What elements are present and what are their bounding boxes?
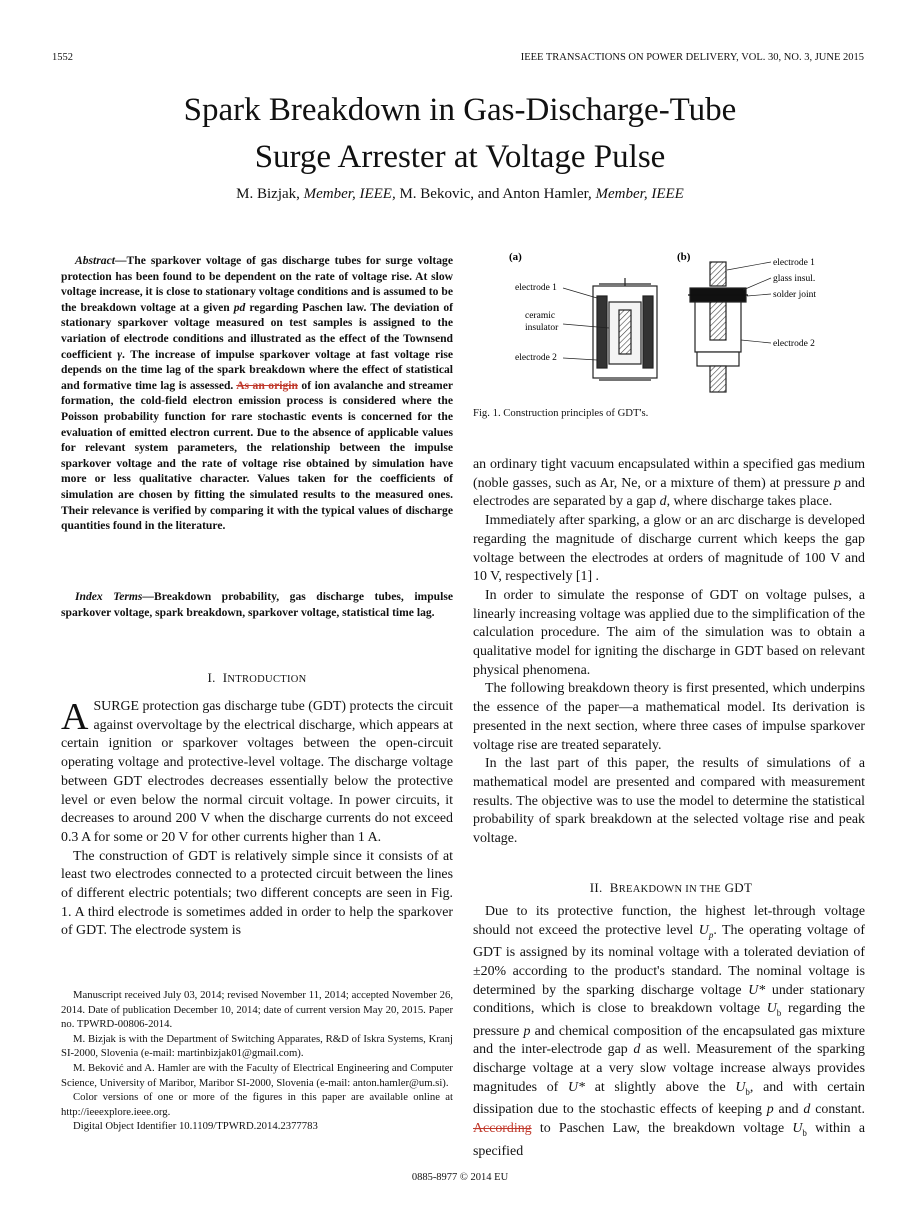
section-2-text xyxy=(473,903,865,1161)
symbol-ub-sub: b xyxy=(776,1008,782,1019)
symbol-ub2: U xyxy=(735,1079,746,1095)
symbol-ub3: U xyxy=(792,1121,803,1137)
page-footer: 0885-8977 © 2014 EU xyxy=(411,1172,509,1183)
right-column-text xyxy=(473,456,865,849)
section-heading-introduction xyxy=(61,670,453,686)
fig-b-electrode1: electrode 1 xyxy=(773,258,815,268)
footnote: Digital Object Identifier 10.1109/TPWRD.2014.2377783 xyxy=(73,1120,318,1133)
s2-t8: , and with certain dissipation due to the stochastic effects of keeping xyxy=(473,1079,865,1118)
symbol-p2: p xyxy=(523,1023,531,1039)
paper-title-line-2: Surge Arrester at Voltage Pulse xyxy=(254,139,666,175)
index-terms-text: Breakdown probability, gas discharge tubes, impulse sparkover voltage, spark breakdown, sparkover voltage, statistical time lag. xyxy=(61,590,453,619)
symbol-ustar: U* xyxy=(748,982,766,998)
abstract xyxy=(61,253,453,534)
author-1: M. Bizjak, xyxy=(236,186,300,202)
abstract-struck-text: As an origin xyxy=(236,378,298,392)
footnote: M. Bizjak is with the Department of Switching Apparates, R&D of Iskra Systems, Kranj SI-2000, Slovenia (e-mail: martinbizjak01@gmail.com). xyxy=(61,1032,453,1060)
fig-a-electrode2: electrode 2 xyxy=(515,353,557,363)
footnote: M. Beković and A. Hamler are with the Faculty of Electrical Engineering and Computer Science, University of Maribor, Maribor SI-2000, Slovenia (e-mail: anton.hamler@um.si). xyxy=(61,1061,453,1089)
right-paragraph-5: In the last part of this paper, the results of simulations of a mathematical model are presented and compared with measurement results. The objective was to use the model to determine the statistical probability of spark breakdown at the selected voltage rise and peak voltage. xyxy=(473,756,865,847)
intro-paragraph-2: The construction of GDT is relatively simple since it consists of at least two electrodes connected to a protected circuit between the lines of different electric potentials; two different concepts are seen in Fig. 1. A third electrode is sometimes added in order to help the sparkover of GDT. The electrode system is xyxy=(61,848,453,939)
s2-t9: and xyxy=(773,1102,804,1118)
section-2-paragraph-1 xyxy=(473,903,865,1161)
symbol-d2: d xyxy=(633,1042,641,1058)
abstract-pd: pd xyxy=(233,300,246,314)
fig-b-solder: solder joint xyxy=(773,290,817,300)
abstract-label: Abstract— xyxy=(75,254,127,267)
symbol-up-sub: p xyxy=(708,929,714,940)
gdt-b-drawing xyxy=(688,262,748,392)
s2-t7: at slightly above the xyxy=(585,1079,736,1095)
right-paragraph-1 xyxy=(473,456,865,512)
symbol-ub3-sub: b xyxy=(802,1127,807,1138)
section-1-initial: I xyxy=(222,670,228,685)
paper-title-line-1: Spark Breakdown in Gas-Discharge-Tube xyxy=(183,92,737,128)
fig-label-b: (b) xyxy=(677,251,691,263)
fig-a-electrode1: electrode 1 xyxy=(515,283,557,293)
rp1-a: an ordinary tight vacuum encapsulated within a specified gas medium (noble gasses, such as Ar, Ne, or a mixture of them) at pressure xyxy=(473,457,865,491)
section-2-rest: REAKDOWN IN THE xyxy=(618,884,721,895)
s2-t4: regarding the pressure xyxy=(473,1001,865,1039)
s2-t12: within a specified xyxy=(473,1121,865,1159)
fig-label-a: (a) xyxy=(509,251,522,263)
drop-cap: A xyxy=(61,696,89,738)
symbol-ub2-sub: b xyxy=(745,1086,750,1097)
section-2-initial: B xyxy=(609,880,619,895)
section-1-rest: NTRODUCTION xyxy=(227,674,307,685)
symbol-d3: d xyxy=(803,1102,811,1118)
figure-1-caption: Fig. 1. Construction principles of GDT's. xyxy=(473,407,649,419)
author-3-role: Member, IEEE xyxy=(595,186,684,202)
right-paragraph-4: The following breakdown theory is first presented, which underpins the essence of the paper—a mathematical model. Its derivation is presented in the next section, where three cases of impulse sparkover voltage rise are treated separately. xyxy=(473,681,865,753)
abstract-text-2: regarding Paschen law. The deviation of stationary sparkover voltage measured on test samples is assigned to the variation of electrode conditions and illustrated as the effect of the Townsend coefficient xyxy=(61,300,453,361)
figure-1-diagram xyxy=(505,248,845,398)
fig-b-electrode2: electrode 2 xyxy=(773,339,815,349)
s2-t2: . The operating voltage of GDT is assigned by its nominal voltage with a tolerated deviation of ±20% according to the product's standard. The nominal voltage is determined by the sparking discharge voltage xyxy=(473,922,866,998)
symbol-ub: U xyxy=(766,1001,777,1017)
abstract-text-3: . The increase of impulse sparkover voltage at fast voltage rise depends on the time lag of the spark breakdown where the effect of statistical and formative time lag is assessed. xyxy=(61,347,453,392)
symbol-ustar2: U* xyxy=(568,1079,585,1095)
footnote: Color versions of one or more of the figures in this paper are available online at http://ieeexplore.ieee.org. xyxy=(61,1091,453,1118)
symbol-up: U xyxy=(698,922,709,938)
s2-t1: Due to its protective function, the highest let-through voltage should not exceed the protective level xyxy=(473,904,865,938)
page-number: 1552 xyxy=(52,52,73,63)
author-2-3: M. Bekovic, and Anton Hamler, xyxy=(399,186,592,202)
section-2-tail: GDT xyxy=(724,880,753,895)
gdt-a-drawing xyxy=(593,278,657,380)
s2-t6: as well. Measurement of the sparking discharge voltage at a very slow voltage increase always provides magnitudes of xyxy=(473,1042,865,1095)
fig-a-ceramic-2: insulator xyxy=(525,323,559,333)
right-paragraph-3: In order to simulate the response of GDT on voltage pulses, a linearly increasing voltage was applied due to the simplification of the calculation procedure. The aim of the simulation was to obtain a qualitative model for igniting the discharge in GDT based on relevant physical phenomena. xyxy=(473,587,865,678)
introduction-text xyxy=(61,698,453,941)
section-2-numeral: II. xyxy=(589,880,603,895)
symbol-p3: p xyxy=(766,1102,774,1118)
author-1-role: Member, IEEE, xyxy=(303,186,396,202)
section-2-struck-text: According xyxy=(473,1121,532,1137)
running-head: IEEE TRANSACTIONS ON POWER DELIVERY, VOL. 30, NO. 3, JUNE 2015 xyxy=(520,52,864,63)
s2-t3: under stationary conditions, which is close to breakdown voltage xyxy=(473,982,865,1017)
abstract-gamma: γ xyxy=(117,347,123,361)
abstract-text-4: of ion avalanche and streamer formation, the cold-field electron emission process is considered where the Poisson probability function for rare stochastic events is concerned for the evaluation of emitted electron current. Due to the absence of applicable values for relevant system parameters, the relationship between the impulse sparkover voltage and the rate of voltage rise obtained by simulation have more or less qualitative character. Values taken for the coefficients of simulation are chosen by fitting the simulated results to the measured ones. Their relevance is verified by comparing it with the typical values of discharge quantities found in the literature. xyxy=(61,378,453,533)
symbol-p: p xyxy=(834,475,841,491)
rp1-b: and electrodes are separated by a gap xyxy=(473,475,865,510)
abstract-text-1: The sparkover voltage of gas discharge tubes for surge voltage protection has been found to be dependent on the rate of voltage rise. At slow voltage increase, it is close to stationary voltage conditions and is assumed to be the breakdown voltage at a given xyxy=(61,254,453,314)
section-1-numeral: I. xyxy=(207,670,216,685)
index-terms-label: Index Terms— xyxy=(75,590,155,603)
symbol-d: d xyxy=(659,494,667,510)
index-terms xyxy=(61,589,453,620)
s2-t11: to Paschen Law, the breakdown voltage xyxy=(531,1121,793,1137)
s2-t5: and chemical composition of the encapsulated gas mixture and the inter-electrode gap xyxy=(473,1023,865,1058)
section-heading-breakdown xyxy=(478,880,864,896)
intro-paragraph-1 xyxy=(61,698,453,848)
author-list xyxy=(0,186,920,203)
intro-p1-text: SURGE protection gas discharge tube (GDT) protects the circuit against overvoltage by the electrical discharge, which appears at certain ignition or sparkover voltages between the open-circuit operating voltage and protective-level voltage. The discharge voltage between GDT electrodes decreases essentially below the protective level or even below the normal circuit voltage. In power circuits, it decreases to around 200 V when the discharge currents do not exceed 0.3 A for some or 20 V for other currents higher than 1 A. xyxy=(61,699,453,845)
s2-t10: constant. xyxy=(810,1102,865,1118)
right-paragraph-2: Immediately after sparking, a glow or an arc discharge is developed regarding the magnitude of discharge current which keeps the gap voltage between the electrodes at orders of magnitude of 100 V and 10 V, respectively [1] . xyxy=(473,513,865,585)
fig-a-ceramic-1: ceramic xyxy=(525,311,556,321)
rp1-c: , where discharge takes place. xyxy=(666,494,833,510)
footnote: Manuscript received July 03, 2014; revised November 11, 2014; accepted November 26, 2014. Date of publication December 10, 2014; date of current version May 20, 2015. Paper no. TPWRD-00806-2014. xyxy=(61,989,453,1031)
footnotes xyxy=(61,988,453,1134)
fig-b-glass: glass insul. xyxy=(773,274,816,284)
